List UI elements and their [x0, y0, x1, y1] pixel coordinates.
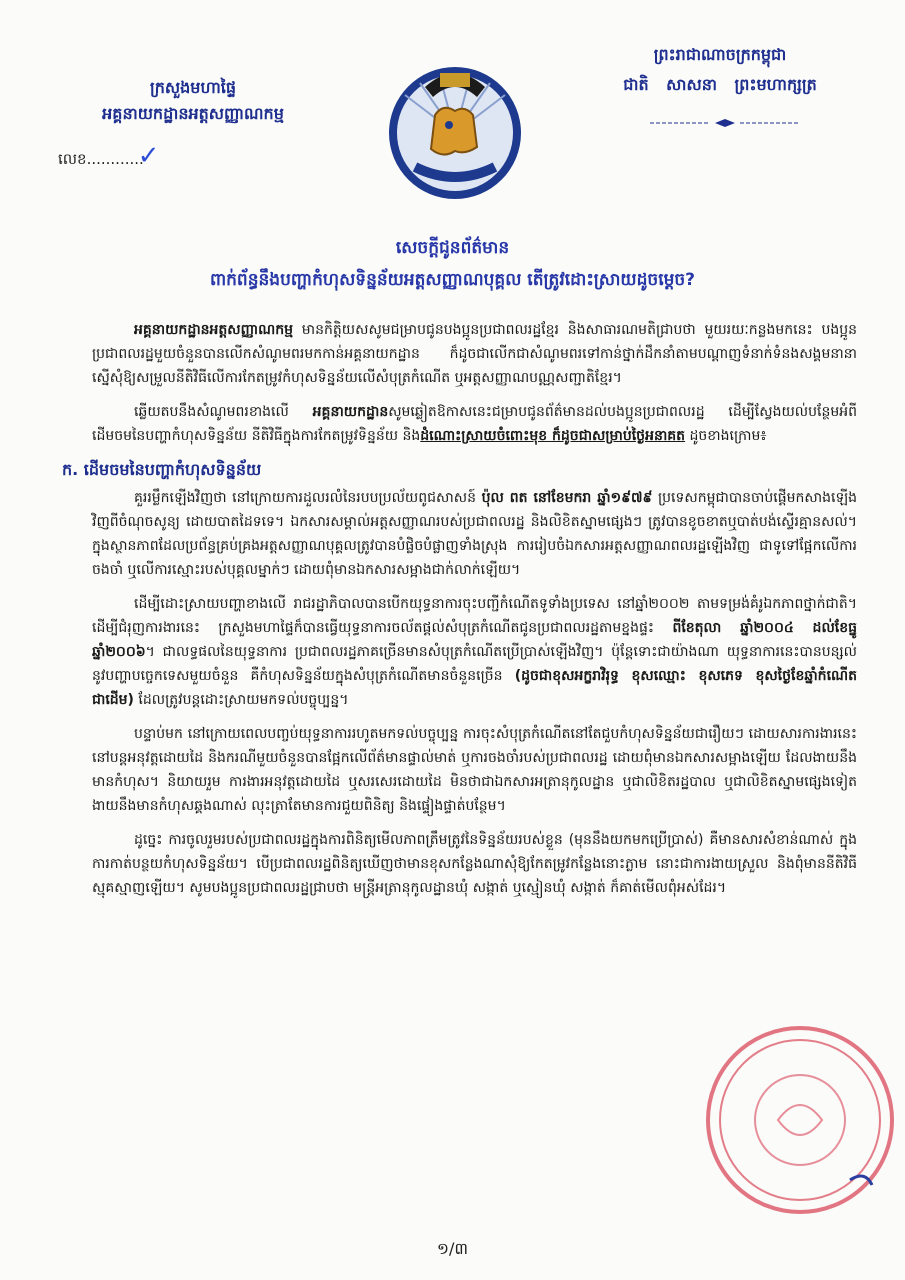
document-title: [60, 232, 845, 297]
kingdom-name: ព្រះរាជាណាចក្រកម្ពុជា: [653, 45, 787, 64]
paragraph-2-text-b: សូមឆ្លៀតឱកាសនេះជម្រាបជូនព័ត៌មានដល់បងប្អូនប្រជាពលរដ្ឋ ដើម្បីស្វែងយល់បន្ថែមអំពីដើមចមនៃបញ្ហាកំហុសទិន្នន័យ នីតិវិធីក្នុងការកែតម្រូវទិន្នន័យ និង: [92, 404, 857, 444]
paragraph-2-text-a: ឆ្លើយតបនឹងសំណូមពរខាងលើ: [134, 404, 313, 420]
section-heading-a: ក. ដើមចមនៃបញ្ហាកំហុសទិន្នន័យ: [62, 460, 262, 479]
paragraph-3: [92, 486, 857, 582]
kingdom-block: [595, 40, 845, 101]
paragraph-4-text-c: ដែលត្រូវបន្តដោះស្រាយមកទល់បច្ចុប្បន្ន។: [133, 692, 349, 708]
check-mark-icon: ✓: [137, 141, 160, 172]
paragraph-6: ដូច្នេះ ការចូលរួមរបស់ប្រជាពលរដ្ឋក្នុងការពិនិត្យមើលភាពត្រឹមត្រូវនៃទិន្នន័យរបស់ខ្លួន (មុននឹងយកមកប្រើប្រាស់) គឺមានសារសំខាន់ណាស់ ក្នុងការកាត់បន្ថយកំហុសទិន្នន័យ។ បើប្រជាពលរដ្ឋពិនិត្យឃើញថាមានខុសកន្លែងណាសុំឱ្យកែតម្រូវកន្លែងនោះភ្លាម នោះជាការងាយស្រួល និងពុំមាននីតិវិធីស្មុគស្មាញឡើយ។ សូមបងប្អូនប្រជាពលរដ្ឋជ្រាបថា មន្ត្រីអត្រានុកូលដ្ឋានឃុំ សង្កាត់ ឬស្មៀនឃុំ សង្កាត់ ក៏គាត់មើលពុំអស់ដែរ។: [92, 832, 857, 896]
ministry-name: ក្រសួងមហាផ្ទៃ: [149, 78, 236, 97]
ornament-divider-icon: [650, 118, 800, 128]
title-line-1: សេចក្តីជូនព័ត៌មាន: [395, 238, 510, 258]
paragraph-2-bold: អគ្គនាយកដ្ឋាន: [312, 404, 389, 420]
paragraph-4: [92, 592, 857, 712]
issuer-block: [58, 75, 328, 178]
department-logo: [385, 55, 525, 205]
department-name: អគ្គនាយកដ្ឋានអត្តសញ្ញាណកម្ម: [102, 103, 284, 123]
paragraph-4-text-b: ។ ជាលទ្ធផលនៃយុទ្ធនាការ ប្រជាពលរដ្ឋភាគច្រើនមានសំបុត្រកំណើតប្រើប្រាស់ឡើងវិញ។ ប៉ុន្តែទោះជាយ៉ាងណា យុទ្ធនាការនេះបានបន្សល់នូវបញ្ហាបច្ចេកទេសមួយចំនួន គឺកំហុសទិន្នន័យក្នុងសំបុត្រកំណើតមានចំនួនច្រើន: [92, 644, 857, 684]
title-line-2: ពាក់ព័ន្ធនឹងបញ្ហាកំហុសទិន្នន័យអត្តសញ្ញាណបុគ្គល តើត្រូវដោះស្រាយដូចម្តេច?: [209, 270, 696, 291]
official-seal-icon: [700, 1020, 900, 1220]
paragraph-4-text-a: ដើម្បីដោះស្រាយបញ្ហាខាងលើ រាជរដ្ឋាភិបាលបានបើកយុទ្ធនាការចុះបញ្ជីកំណើតទូទាំងប្រទេស នៅឆ្នាំ២០០២ តាមទម្រង់គំរូឯកភាពថ្នាក់ជាតិ។ ដើម្បីជំរុញការងារនេះ ក្រសួងមហាផ្ទៃក៏បានធ្វើយុទ្ធនាការចល័តផ្តល់សំបុត្រកំណើតជូនប្រជាពលរដ្ឋតាមខ្នងផ្ទះ: [92, 596, 857, 636]
paragraph-1-text: មានកិត្តិយសសូមជម្រាបជូនបងប្អូនប្រជាពលរដ្ឋខ្មែរ និងសាធារណមតិជ្រាបថា មួយរយៈកន្លងមកនេះ បងប្អូនប្រជាពលរដ្ឋមួយចំនួនបានលើកសំណូមពរមកកាន់អគ្គនាយកដ្ឋាន ក៏ដូចជាលើកជាសំណូមពរទៅកាន់ថ្នាក់ដឹកនាំតាមបណ្តាញទំនាក់ទំនងសង្គមនានា ស្នើសុំឱ្យសម្រួលនីតិវិធីលើការកែតម្រូវកំហុសទិន្នន័យលើសំបុត្រកំណើត ឬអត្តសញ្ញាណបណ្ណសញ្ជាតិខ្មែរ។: [92, 322, 857, 386]
department-emphasis: អគ្គនាយកដ្ឋានអត្តសញ្ញាណកម្ម: [134, 322, 294, 338]
paragraph-5: បន្ទាប់មក នៅក្រោយពេលបញ្ចប់យុទ្ធនាការរហូតមកទល់បច្ចុប្បន្ន ការចុះសំបុត្រកំណើតនៅតែជួបកំហុសទិន្នន័យជារឿយៗ ដោយសារការងារនេះនៅបន្តអនុវត្តដោយដៃ និងករណីមួយចំនួនបានផ្អែកលើព័ត៌មានផ្ទាល់មាត់ ឬការចងចាំរបស់ប្រជាពលរដ្ឋ ដោយពុំមានឯកសារសម្អាងឡើយ ដែលងាយនឹងមានកំហុស។ និយាយរួម ការងារអនុវត្តដោយដៃ ឬសរសេរដោយដៃ មិនថាជាឯកសារអត្រានុកូលដ្ឋាន ឬជាលិខិតរដ្ឋបាល ឬជាលិខិតស្នាមផ្សេងទៀត ងាយនឹងមានកំហុសឆ្គងណាស់ លុះត្រាតែមានការជួយពិនិត្យ និងផ្ទៀងផ្ទាត់បន្ថែម។: [92, 726, 857, 814]
page-number: ១/៣: [436, 1239, 469, 1258]
paragraph-3-text-a: គួររម្លឹកឡើងវិញថា នៅក្រោយការដួលរលំនៃរបបប្រល័យពូជសាសន៍: [134, 490, 482, 506]
document-body: [62, 318, 857, 910]
paragraph-2-underline: ដំណោះស្រាយចំពោះមុខ ក៏ដូចជាសម្រាប់ថ្ងៃអនាគត: [420, 428, 686, 444]
reference-label: លេខ............: [58, 150, 144, 169]
reference-number: [58, 136, 328, 178]
paragraph-3-text-b: ប្រទេសកម្ពុជាបានចាប់ផ្តើមកសាងឡើងវិញពីចំណុចសូន្យ ដោយបាតដៃទទេ។ ឯកសារសម្គាល់អត្តសញ្ញាណរបស់ប្រជាពលរដ្ឋ និងលិខិតស្នាមផ្សេងៗ ត្រូវបានខូចខាតឬបាត់បង់ស្ទើរគ្មានសល់។ ក្នុងស្ថានភាពដែលប្រព័ន្ធគ្រប់គ្រងអត្តសញ្ញាណបុគ្គលត្រូវបានបំផ្លិចបំផ្លាញទាំងស្រុង ការរៀបចំឯកសារអត្តសញ្ញាណពលរដ្ឋឡើងវិញ ជាទូទៅផ្អែកលើការចងចាំ ឬលើការស្មោះរបស់បុគ្គលម្នាក់ៗ ដោយពុំមានឯកសារសម្អាងជាក់លាក់ឡើយ។: [92, 490, 857, 578]
paragraph-4-bold-b: (ដូចជាខុសអក្ខរាវិរុទ្ធ ខុសឈ្មោះ ខុសភេទ ខុសថ្ងៃខែឆ្នាំកំណើតជាដើម): [92, 668, 857, 708]
national-motto: ជាតិ សាសនា ព្រះមហាក្សត្រ: [623, 75, 817, 95]
paragraph-2: [92, 400, 857, 448]
paragraph-1: [92, 318, 857, 390]
paragraph-3-bold: ប៉ុល ពត នៅខែមករា ឆ្នាំ១៩៧៩: [481, 490, 653, 506]
paragraph-4-bold-a: ពីខែតុលា ឆ្នាំ២០០៤ ដល់ខែធ្នូ ឆ្នាំ២០០៦: [92, 620, 857, 660]
paragraph-2-text-c: ដូចខាងក្រោម៖: [685, 428, 767, 444]
